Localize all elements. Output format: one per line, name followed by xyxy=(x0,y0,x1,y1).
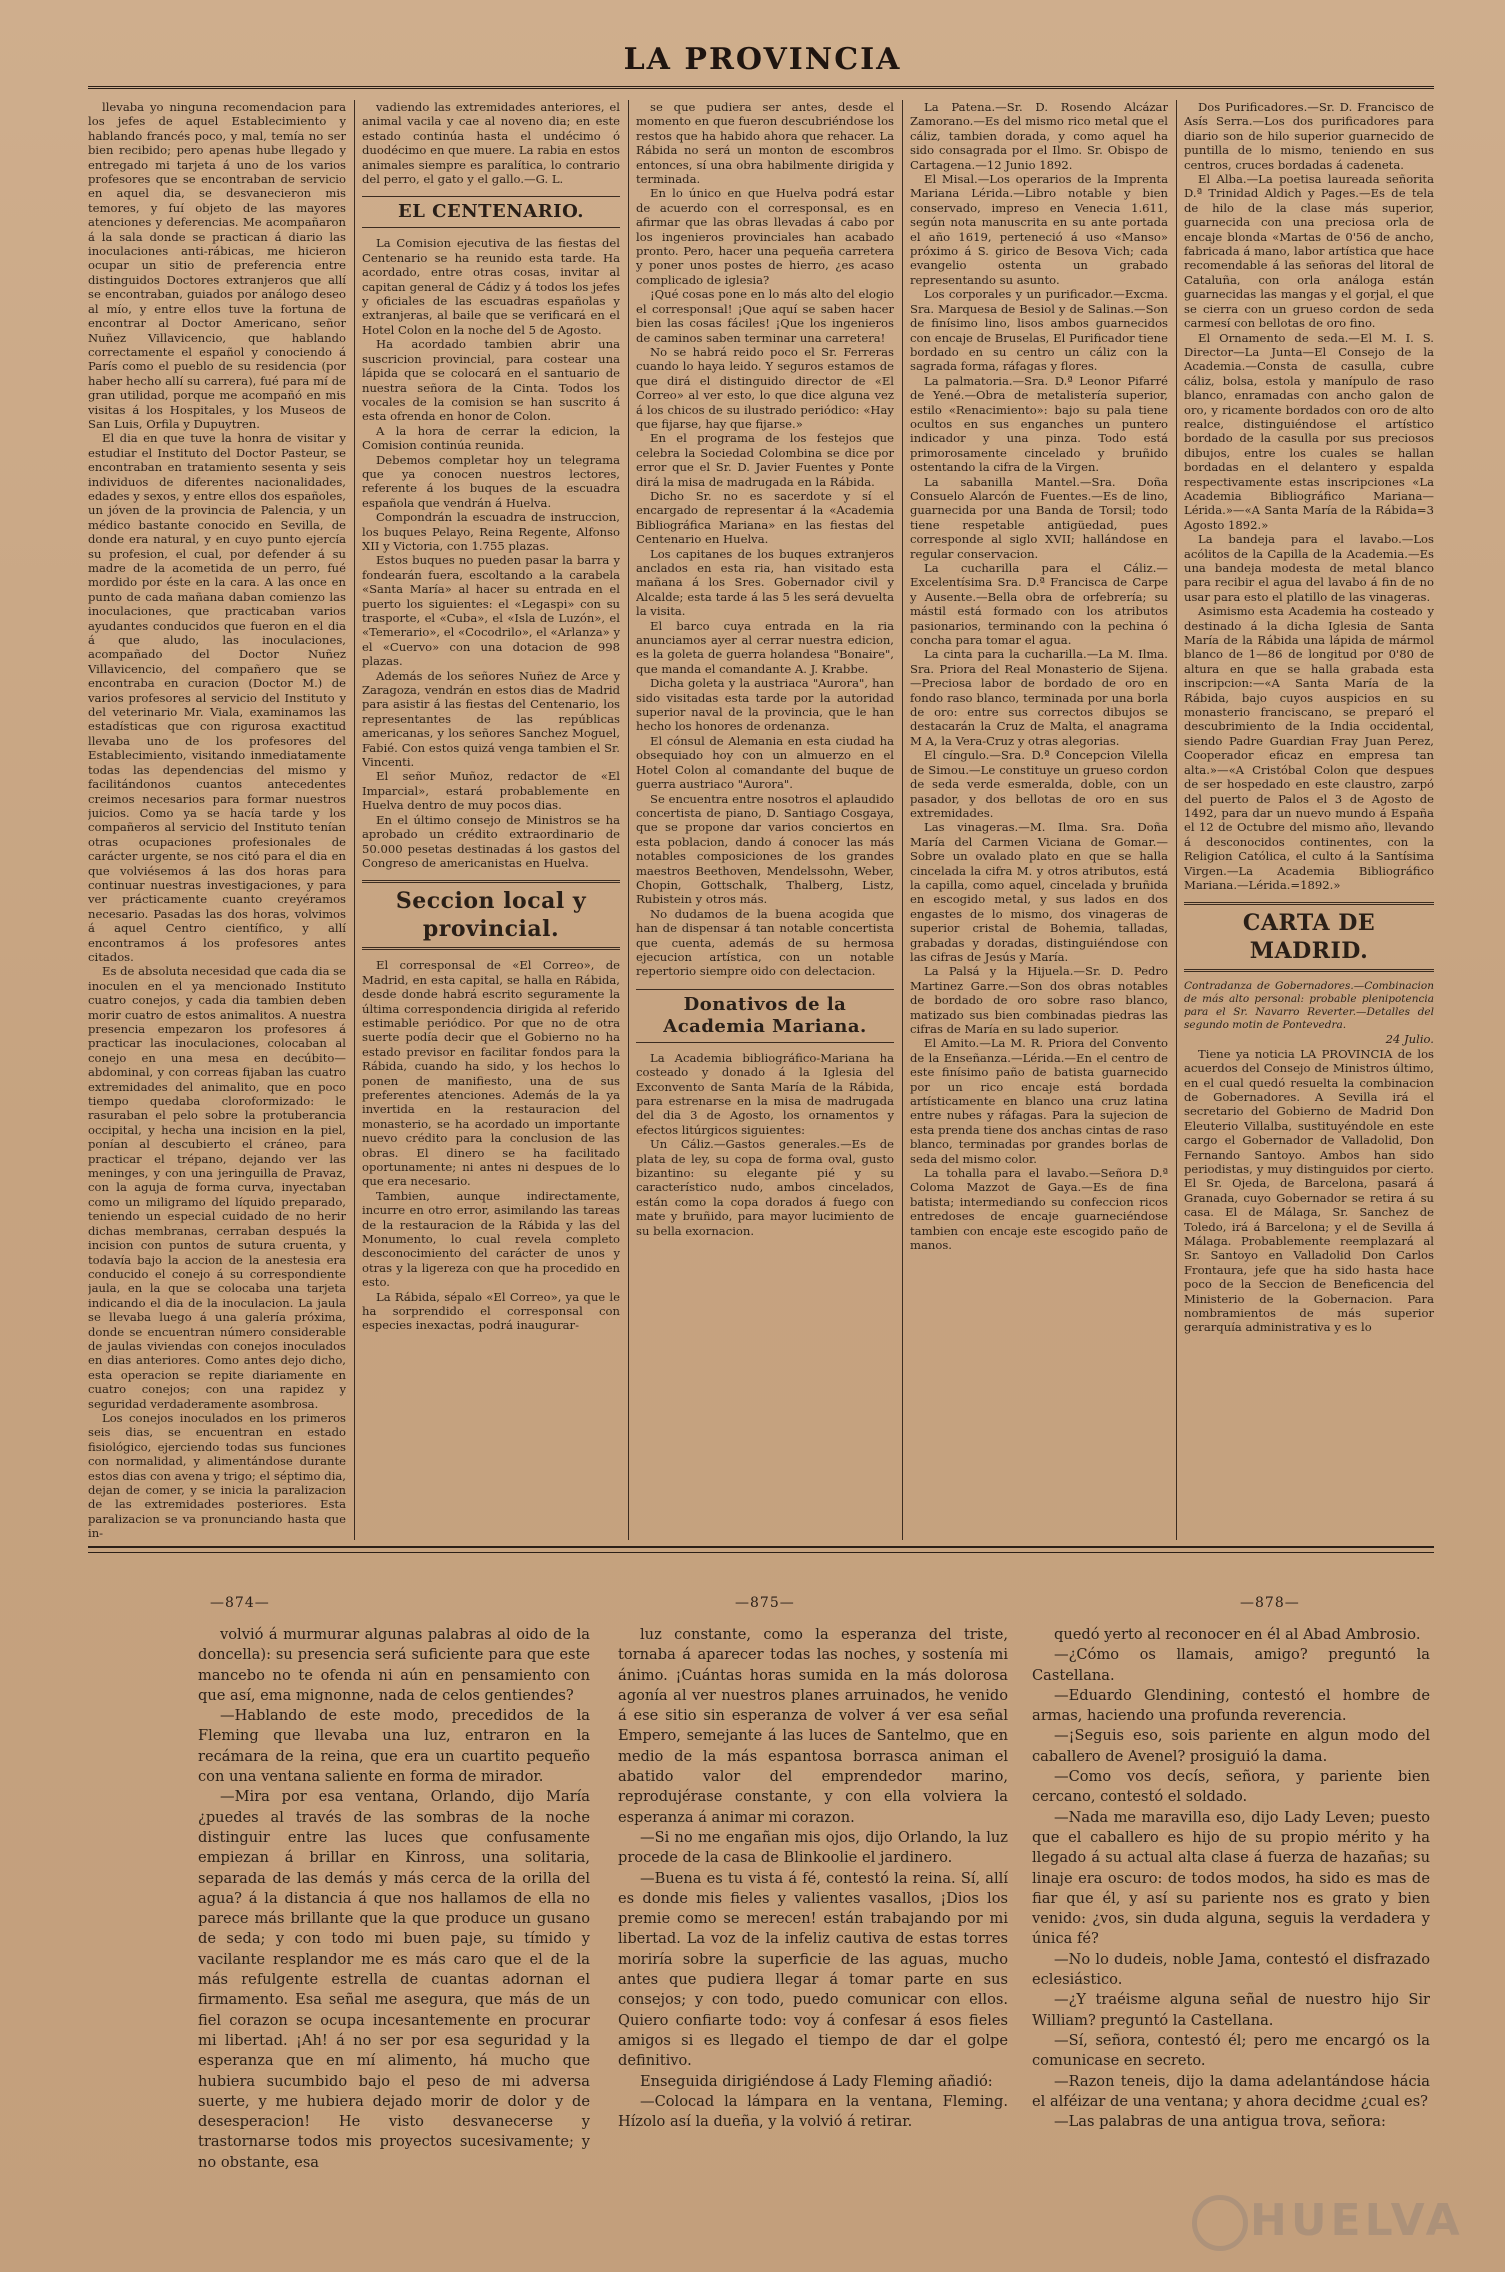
paragraph: El dia en que tuve la honra de visitar y estudiar el Instituto del Doctor Pasteur, se encontraban en tratamiento sesenta y seis individuos de diferentes nacionalidades, edades y sexos, y entre ellos dos españoles, un jóven de la provincia de Palencia, y un médico bastante conocido en Sevilla, de donde era natural, y en cuyo punto ejercía su profesion, el cual, por defender á su madre de la acometida de un perro, fué mordido por éste en la cara. A las once en punto de cada mañana daban comienzo las inoculaciones, que practicaban varios ayudantes conducidos que fueron en el dia á que aludo, las inoculaciones, acompañado del Doctor Nuñez Villavicencio, del compañero que se encontraba en curacion (Doctor M.) de varios profesores al servicio del Instituto y del veterinario Mr. Viala, examinamos las estadísticas que con rigurosa exactitud llevaba uno de los profesores del Establecimiento, visitando inmediatamente todas las dependencias del mismo y facilitándonos cuantos antecedentes creimos necesarios para formar nuestros juicios. Como ya se hacía tarde y los compañeros al servicio del Instituto tenían otras ocupaciones profesionales de carácter urgente, se nos citó para el dia en que volviésemos á las dos horas para continuar nuestras investigaciones, y para ver prácticamente cuanto creyéramos necesario. Pasadas las dos horas, volvimos á aquel Centro científico, y allí encontramos á los profesores antes citados. xyxy=(88,431,346,964)
column-4 xyxy=(910,100,1168,1545)
paragraph: Tambien, aunque indirectamente, incurre en otro error, asimilando las tareas de la restauracion de la Rábida y las del Monumento, lo cual revela completo desconocimiento del carácter de unos y otras y la ligereza con que ha procedido en esto. xyxy=(362,1188,620,1290)
masthead-rule xyxy=(88,86,1434,89)
paragraph: El Alba.—La poetisa laureada señorita D.ª Trinidad Aldich y Pages.—Es de tela de hilo de la clase más superior, guarnecida con una preciosa orla de encaje blonda «Martas de 0'56 de ancho, fabricada á mano, labor artística que hace recomendable á las señoras del litoral de Cataluña, con orla análoga están guarnecidas las mangas y el gorjal, el que se cierra con un grueso cordon de seda carmesí con bellotas de oro fino. xyxy=(1184,172,1434,331)
paragraph: Un Cáliz.—Gastos generales.—Es de plata de ley, su copa de forma oval, gusto bizantino: su elegante pié y su característico nudo, ambos cincelados, están como la copa dorados á fuego con mate y bruñido, para mayor lucimiento de su bella exornacion. xyxy=(636,1137,894,1238)
paragraph: Enseguida dirigiéndose á Lady Fleming añadió: xyxy=(640,2072,993,2090)
paragraph: En el programa de los festejos que celebra la Sociedad Colombina se dice por error que el Sr. D. Javier Fuentes y Ponte dirá la misa de madrugada en la Rábida. xyxy=(636,431,894,489)
paragraph: —Hablando de este modo, precedidos de la Fleming que llevaba una luz, entraron en la recámara de la reina, que era un cuartito pequeño con una ventana saliente en forma de mirador. xyxy=(198,1707,590,1786)
section-title-carta: CARTA DE MADRID. xyxy=(1184,902,1434,972)
paragraph: El corresponsal de «El Correo», de Madrid, en esta capital, se halla en Rábida, desde donde habrá escrito seguramente la última correspondencia dirigida al referido estimable periódico. Por que no de otra suerte podía decir que el Gobierno no ha estado previsor en facilitar fondos para la Rábida, cuando ha sido, y los hechos lo ponen de manifiesto, una de sus preferentes atenciones. Además de la ya invertida en la restauracion del monasterio, se ha acordado un importante nuevo crédito para la conclusion de las obras. El dinero se ha facilitado oportunamente; ni antes ni despues de lo que era necesario. xyxy=(362,958,620,1189)
page-number-874: —874— xyxy=(210,1595,270,1611)
paragraph: Dos Purificadores.—Sr. D. Francisco de Asís Serra.—Los dos purificadores para diario son de hilo superior guarnecido de puntilla de lo mismo, teniendo en sus centros, cruces bordadas á cadeneta. xyxy=(1184,100,1434,172)
paragraph: La Academia bibliográfico-Mariana ha costeado y donado á la Iglesia del Exconvento de Santa María de la Rábida, para estrenarse en la misa de madrugada del dia 3 de Agosto, los ornamentos y efectos litúrgicos siguientes: xyxy=(636,1050,894,1137)
paragraph: —Buena es tu vista á fé, contestó la reina. Sí, allí es donde mis fieles y valientes vasallos, ¡Dios los premie como se merecen! están trabajando por mi libertad. La voz de la infeliz cautiva de estas torres moriría sobre la superficie de las aguas, mucho antes que pudiera llegar á tomar parte en sus consejos; y con todo, puedo comunicar con ellos. Quiero confiarte todo: voy á confesar á esos fieles amigos si es llegado el tiempo de dar el golpe definitivo. xyxy=(618,1869,1008,2070)
column-2 xyxy=(362,100,620,1545)
paragraph: La cucharilla para el Cáliz.—Excelentísima Sra. D.ª Francisca de Carpe y Ausente.—Bella obra de orfebrería; su mástil está formado con los atributos pasionarios, terminando con la pechina ó concha para tomar el agua. xyxy=(910,561,1168,648)
column-5-body-b xyxy=(1184,1047,1434,1335)
paragraph: El barco cuya entrada en la ria anunciamos ayer al cerrar nuestra edicion, es la goleta de guerra holandesa "Bonaire", que manda el comandante A. J. Krabbe. xyxy=(636,618,894,676)
paragraph: —Eduardo Glendining, contestó el hombre de armas, haciendo una profunda reverencia. xyxy=(1032,1686,1430,1725)
paragraph: Ha acordado tambien abrir una suscricion provincial, para costear una lápida que se colocará en el santuario de nuestra señora de la Cinta. Todos los vocales de la comision se han suscrito á esta ofrenda en honor de Colon. xyxy=(362,337,620,424)
paragraph: El cónsul de Alemania en esta ciudad ha obsequiado hoy con un almuerzo en el Hotel Colon al comandante del buque de guerra austriaco "Aurora". xyxy=(636,733,894,792)
paragraph: Dicha goleta y la austriaca "Aurora", han sido visitadas esta tarde por la autoridad superior naval de la provincia, que le han hecho los honores de ordenanza. xyxy=(636,676,894,734)
column-2-body-b xyxy=(362,236,620,870)
page-number-875: —875— xyxy=(735,1595,795,1611)
column-separator xyxy=(354,100,355,1540)
column-3-body-b xyxy=(636,1051,894,1238)
paragraph: En el último consejo de Ministros se ha aprobado un crédito extraordinario de 50.000 pesetas destinadas á los gastos del Congreso de americanistas en Huelva. xyxy=(362,812,620,870)
serial-column-1 xyxy=(198,1625,590,2250)
column-separator xyxy=(902,100,903,1540)
paragraph: Dicho Sr. no es sacerdote y sí el encargado de representar á la «Academia Bibliográfica Mariana» en las fiestas del Centenario en Huelva. xyxy=(636,488,894,547)
paragraph: Los conejos inoculados en los primeros seis dias, se encuentran en estado fisiológico, ejerciendo todas sus funciones con normalidad, y alimentándose durante estos dias con avena y trigo; el séptimo dia, dejan de comer, y se inicia la paralizacion de las extremidades posteriores. Esta paralizacion se va pronunciando hasta que in- xyxy=(88,1410,346,1541)
paragraph: Compondrán la escuadra de instruccion, los buques Pelayo, Reina Regente, Alfonso XII y Victoria, con 1.755 plazas. xyxy=(362,510,620,553)
paragraph: En lo único en que Huelva podrá estar de acuerdo con el corresponsal, es en afirmar que las obras llevadas á cabo por los ingenieros provinciales han acabado pronto. Pero, hacer una pequeña carretera y poner unos postes de hierro, ¿es acaso complicado de iglesia? xyxy=(636,186,894,287)
column-2-body-a xyxy=(362,100,620,186)
paragraph: Estos buques no pueden pasar la barra y fondearán fuera, escoltando a la carabela «Santa María» al hacer su entrada en el puerto los siguientes: el «Legaspi» con su trasporte, el «Cuba», el «Isla de Luzón», el «Temerario», el «Cocodrilo», el «Arlanza» y el «Cuervo» con una dotacion de 998 plazas. xyxy=(362,553,620,669)
paragraph: Debemos completar hoy un telegrama que ya conocen nuestros lectores, referente á los buques de la escuadra española que vendrán á Huelva. xyxy=(362,452,620,510)
paragraph: —Mira por esa ventana, Orlando, dijo María ¿puedes al través de las sombras de la noche distinguir entre las luces que confusamente empiezan á brillar en Kinross, una solitaria, separada de las demás y más cerca de la orilla del agua? á la distancia á que nos hallamos de ella no parece más brillante que la que produce un gusano de seda; y con todo mi buen paje, su tímido y vacilante resplandor me es más caro que el de la más refulgente estrella de cuantas adornan el firmamento. Esa señal me asegura, que más de un fiel corazon se ocupa incesantemente en procurar mi libertad. ¡Ah! á no ser por esa seguridad y la esperanza que en mí alimento, há mucho que hubiera sucumbido bajo el peso de mi adversa suerte, y me hubiera dejado morir de dolor y de desesperacion! He visto desvanecerse y trastornarse todos mis proyectos sucesivamente; y no obstante, esa xyxy=(198,1788,590,2171)
paragraph: El Misal.—Los operarios de la Imprenta Mariana Lérida.—Libro notable y bien conservado, impreso en Venecia 1.611, según nota manuscrita en su ante portada el año 1619, perteneció á uso «Manso» próximo á S. girico de Besova Vich; cada evangelio ostenta un grabado representando su asunto. xyxy=(910,172,1168,287)
paragraph: volvió á murmurar algunas palabras al oido de la doncella): su presencia será suficiente para que este mancebo no te ofenda ni aún en pensamiento con que así, ema mignonne, nada de celos gentiendes? xyxy=(198,1626,590,1704)
section-title-centenario: EL CENTENARIO. xyxy=(362,196,620,228)
paragraph: La bandeja para el lavabo.—Los acólitos de la Capilla de la Academia.—Es una bandeja modesta de metal blanco para recibir el agua del lavabo á fin de no usar para esto el platillo de las vinageras. xyxy=(1184,532,1434,604)
paragraph: La Comision ejecutiva de las fiestas del Centenario se ha reunido esta tarde. Ha acordado, entre otras cosas, invitar al capitan general de Cádiz y á todos los jefes y oficiales de las escuadras españolas y extranjeras, al baile que se verificará en el Hotel Colon en la noche del 5 de Agosto. xyxy=(362,236,620,337)
paragraph: El cíngulo.—Sra. D.ª Concepcion Vilella de Simou.—Le constituye un grueso cordon de seda verde esmeralda, doble, con un pasador, y dos bellotas de oro en sus extremidades. xyxy=(910,748,1168,820)
masthead-title: LA PROVINCIA xyxy=(623,42,902,77)
carta-subtitle: Contradanza de Gobernadores.—Combinacion de más alto personal: probable plenipotencia para el Sr. Navarro Reverter.—Detalles del segundo motin de Pontevedra. xyxy=(1184,980,1434,1032)
folletin-rule xyxy=(88,1546,1434,1548)
paragraph: —Si no me engañan mis ojos, dijo Orlando, la luz procede de la casa de Blinkoolie el jardinero. xyxy=(618,1828,1008,1867)
column-separator xyxy=(628,100,629,1540)
paragraph: Asimismo esta Academia ha costeado y destinado á la dicha Iglesia de Santa María de la Rábida una lápida de mármol blanco de 1—86 de longitud por 0'80 de altura en que se halla grabada esta inscripcion:—«A Santa María de la Rábida, bajo cuyos auspicios en su monasterio franciscano, se preparó el descubrimiento de la India occidental, siendo Padre Guardian Fray Juan Perez, Cooperador eficaz en empresa tan alta.»—«A Cristóbal Colon que despues de ser hospedado en este claustro, zarpó del puerto de Palos el 3 de Agosto de 1492, para dar un nuevo mundo á España el 12 de Octubre del mismo año, llevando á desconocidos continentes, con la Religion Católica, el culto á la Santísima Virgen.—La Academia Bibliográfico Mariana.—Lérida.=1892.» xyxy=(1184,604,1434,892)
paragraph: se que pudiera ser antes, desde el momento en que fueron descubriéndose los restos que ha habido ahora que rehacer. La Rábida no será un monton de escombros entonces, sí una obra habilmente dirigida y terminada. xyxy=(636,100,894,187)
archive-watermark: HUELVA xyxy=(1250,2195,1464,2246)
paragraph: No dudamos de la buena acogida que han de dispensar á tan notable concertista que cuenta, además de su hermosa ejecucion artística, con un notable repertorio siempre oido con delectacion. xyxy=(636,906,894,979)
column-3 xyxy=(636,100,894,1545)
paragraph: El Ornamento de seda.—El M. I. S. Director—La Junta—El Consejo de la Academia.—Consta de casulla, cubre cáliz, bolsa, estola y manípulo de raso blanco, enramadas con ancho galon de oro, y ricamente bordados con oro de alto realce, distinguiéndose el artístico bordado de la casulla por sus preciosos dibujos, entre los cuales se hallan bordadas en el delantero y espalda respectivamente estas inscripciones «La Academia Bibliográfico Mariana—Lérida.»—«A Santa María de la Rábida=3 Agosto 1892.» xyxy=(1184,330,1434,532)
paragraph: —Nada me maravilla eso, dijo Lady Leven; puesto que el caballero es hijo de su propio mérito y ha llegado á su actual alta clase á fuerza de hazañas; su linaje era oscuro: de todos modos, ha sido es mas de fiar que él, y así su pariente nos es grato y bien venido: ¿vos, sin duda alguna, seguis la verdadera y única fé? xyxy=(1032,1808,1430,1948)
serial-column-2 xyxy=(618,1625,1008,2250)
column-separator xyxy=(1176,100,1177,1540)
paragraph: La Rábida, sépalo «El Correo», ya que le ha sorprendido el corresponsal con especies inexactas, podrá inaugurar- xyxy=(362,1289,620,1333)
section-title-donativos: Donativos de la Academia Mariana. xyxy=(636,989,894,1043)
paragraph: Las vinageras.—M. Ilma. Sra. Doña María del Carmen Viciana de Gomar.—Sobre un ovalado plato en que se halla cincelada la cifra M. y otros atributos, está la capilla, como aquel, cincelada y bruñida en escogido metal, y sus lados en dos engastes de lo mismo, dos vinageras de superior cristal de Bohemia, talladas, grabadas y doradas, distinguiéndose con las cifras de Jesús y María. xyxy=(910,820,1168,964)
paragraph: Tiene ya noticia LA PROVINCIA de los acuerdos del Consejo de Ministros último, en el cual quedó resuelta la combinacion de Gobernadores. A Sevilla irá el secretario del Gobierno de Madrid Don Eleuterio Villalba, sustituyéndole en este cargo el Gobernador de Valladolid, Don Fernando Santoyo. Ambos han sido periodistas, y muy distinguidos por cierto. El Sr. Ojeda, de Barcelona, pasará á Granada, cuyo Gobernador se retira á su casa. El de Málaga, Sr. Sanchez de Toledo, irá á Barcelona; y el de Sevilla á Málaga. Probablemente reemplazará al Sr. Santoyo en Valladolid Don Carlos Frontaura, jefe que ha sido hasta hace poco de la Seccion de Beneficencia del Ministerio de la Gobernacion. Para nombramientos de más superior gerarquía administrativa y es lo xyxy=(1184,1046,1434,1335)
column-1-body xyxy=(88,100,346,1541)
paragraph: La Palsá y la Hijuela.—Sr. D. Pedro Martinez Garre.—Son dos obras notables de bordado de oro sobre raso blanco, matizado sus bien combinadas piedras las cifras de María en su lado superior. xyxy=(910,964,1168,1036)
serial-column-1-body xyxy=(198,1625,590,2173)
paragraph: vadiendo las extremidades anteriores, el animal vacila y cae al noveno dia; en este estado continúa hasta el undécimo ó duodécimo en que muere. La rabia en estos animales siempre es paralítica, lo contrario del perro, el gato y el gallo.—G. L. xyxy=(362,100,620,187)
paragraph: No se habrá reido poco el Sr. Ferreras cuando lo haya leido. Y seguros estamos de que dirá el distinguido director de «El Correo» al ver esto, lo que dice alguna vez á los chicos de su ilustrado periódico: «Hay que fijarse, hay que fijarse.» xyxy=(636,344,894,431)
column-1 xyxy=(88,100,346,1545)
archive-stamp-icon xyxy=(1192,2195,1248,2251)
page-number-878: —878— xyxy=(1240,1595,1300,1611)
paragraph: Los capitanes de los buques extranjeros anclados en esta ria, han visitado esta mañana á los Sres. Gobernador civil y Alcalde; esta tarde á las 5 les será devuelta la visita. xyxy=(636,546,894,619)
paragraph: —¿Y traéisme alguna señal de nuestro hijo Sir William? preguntó la Castellana. xyxy=(1032,1991,1430,2029)
section-title-local: Seccion local y provincial. xyxy=(362,880,620,950)
paragraph: El Amito.—La M. R. Priora del Convento de la Enseñanza.—Lérida.—En el centro de este finísimo paño de batista guarnecido por un rico encaje está bordada artísticamente en blanco una cruz latina entre nubes y ráfagas. Para la sujecion de esta prenda tiene dos anchas cintas de raso blanco, terminadas por grandes borlas de seda del mismo color. xyxy=(910,1036,1168,1166)
paragraph: La tohalla para el lavabo.—Señora D.ª Coloma Mazzot de Gaya.—Es de fina batista; intermediando su confeccion ricos entredoses de encaje guarneciéndose tambien con encaje este escogido paño de manos. xyxy=(910,1166,1168,1253)
column-3-body-a xyxy=(636,100,894,979)
paragraph: —Razon teneis, dijo la dama adelantándose hácia el alféizar de una ventana; y ahora decidme ¿cual es? xyxy=(1032,2072,1430,2110)
paragraph: Los corporales y un purificador.—Excma. Sra. Marquesa de Besiol y de Salinas.—Son de finísimo lino, lisos ambos guarnecidos con encaje de Bruselas, El Purificador tiene bordado en su centro un cáliz con la sagrada forma, ráfagas y flores. xyxy=(910,287,1168,374)
serial-column-2-body xyxy=(618,1625,1008,2132)
serial-column-3 xyxy=(1032,1625,1430,2250)
column-5-body-a xyxy=(1184,100,1434,892)
carta-date: 24 Julio. xyxy=(1385,1032,1434,1047)
paragraph: —Las palabras de una antigua trova, señora: xyxy=(1054,2113,1386,2131)
paragraph: —¡Seguis eso, sois pariente en algun modo del caballero de Avenel? prosiguió la dama. xyxy=(1032,1727,1430,1765)
paragraph: La Patena.—Sr. D. Rosendo Alcázar Zamorano.—Es del mismo rico metal que el cáliz, tambien dorada, y como aquel ha sido consagrada por el Ilmo. Sr. Obispo de Cartagena.—12 Junio 1892. xyxy=(910,100,1168,172)
column-2-body-c xyxy=(362,958,620,1333)
masthead xyxy=(95,42,1430,77)
column-4-body xyxy=(910,100,1168,1253)
paragraph: —Sí, señora, contestó él; pero me encargó os la comunicase en secreto. xyxy=(1032,2031,1430,2070)
serial-column-3-body xyxy=(1032,1625,1430,2132)
paragraph: Es de absoluta necesidad que cada dia se inoculen en el ya mencionado Instituto cuatro conejos, y cada dia tambien deben morir cuatro de estos animalitos. A nuestra presencia empezaron los profesores á practicar las inoculaciones, colocaban al conejo en una mesa en decúbito—abdominal, y con correas fijaban las cuatro extremidades del animalito, que en poco tiempo quedaba cloroformizado: le rasuraban el pelo sobre la protuberancia occipital, y hecha una incision en la piel, ponían al descubierto el cráneo, para practicar el trépano, dejando ver las meninges, y con una jeringuilla de Pravaz, con la aguja de forma curva, inyectaban como un miligramo del líquido preparado, teniendo un especial cuidado de no herir dichas membranas, cerraban después la incision con puntos de sutura cruenta, y todavía bajo la accion de la anestesia era conducido el conejo á su correspondiente jaula, en la que se colocaba una tarjeta indicando el dia de la inoculacion. La jaula se llevaba luego á una galería próxima, donde se encuentran número considerable de jaulas viviendas con conejos inoculados en dias anteriores. Como antes dejo dicho, esta operacion se repite diariamente en cuatro conejos; con una rapidez y seguridad verdaderamente asombrosa. xyxy=(88,964,346,1411)
paragraph: —Como vos decís, señora, y pariente bien cercano, contestó el soldado. xyxy=(1032,1768,1430,1806)
paragraph: —Colocad la lámpara en la ventana, Fleming. Hízolo así la dueña, y la volvió á retirar. xyxy=(618,2092,1008,2131)
paragraph: El señor Muñoz, redactor de «El Imparcial», estará probablemente en Huelva dentro de muy pocos dias. xyxy=(362,769,620,813)
column-5 xyxy=(1184,100,1434,1545)
paragraph: La cinta para la cucharilla.—La M. Ilma. Sra. Priora del Real Monasterio de Sijena.—Preciosa labor de bordado de oro en fondo raso blanco, terminada por una borla de oro: entre sus correctos dibujos se destacarán la Cruz de Malta, el anagrama M A, la Vera-Cruz y otras alegorias. xyxy=(910,647,1168,748)
paragraph: llevaba yo ninguna recomendacion para los jefes de aquel Establecimiento y hablando francés poco, y mal, temía no ser bien recibido; pero apenas hube llegado y entregado mi tarjeta á uno de los varios profesores que se encontraban de servicio en aquel dia, se desvanecieron mis temores, y fuí objeto de las mayores atenciones y deferencias. Me acompañaron á la sala donde se practican á diario las inoculaciones anti-rábicas, me hicieron ocupar un sitio de preferencia entre distinguidos Doctores extranjeros que allí se encontraban, guiados por análogo deseo al mío, y entre ellos tuve la fortuna de encontrar al Doctor Americano, señor Nuñez Villavicencio, que hablando correctamente el español y conociendo á París como el pueblo de su residencia (por haber hecho allí su carrera), fué para mí de gran utilidad, porque me acompañó en mis visitas á los Hospitales, y los Museos de San Luis, Orfila y Dupuytren. xyxy=(88,100,346,431)
folletin-rule-thin xyxy=(88,1552,1434,1553)
paragraph: quedó yerto al reconocer en él al Abad Ambrosio. xyxy=(1054,1626,1421,1643)
paragraph: La palmatoria.—Sra. D.ª Leonor Pifarré de Yené.—Obra de metalistería superior, estilo «Renacimiento»: bajo su pala tiene ocultos en sus enganches un puntero indicador y una pinza. Todo está primorosamente cincelado y bruñido ostentando la cifra de la Virgen. xyxy=(910,373,1168,475)
paragraph: —¿Cómo os llamais, amigo? preguntó la Castellana. xyxy=(1032,1646,1430,1684)
paragraph: A la hora de cerrar la edicion, la Comision continúa reunida. xyxy=(362,423,620,453)
upper-columns xyxy=(88,100,1434,1545)
paragraph: —No lo dudeis, noble Jama, contestó el disfrazado eclesiástico. xyxy=(1032,1950,1430,1989)
paragraph: La sabanilla Mantel.—Sra. Doña Consuelo Alarcón de Fuentes.—Es de lino, guarnecida por una Banda de Torsil; todo tiene respetable antigüedad, pues corresponde al siglo XVII; hallándose en regular conservacion. xyxy=(910,474,1168,561)
paragraph: Además de los señores Nuñez de Arce y Zaragoza, vendrán en estos dias de Madrid para asistir á las fiestas del Centenario, los representantes de las repúblicas americanas, y los señores Sanchez Moguel, Fabié. Con estos quizá venga tambien el Sr. Vincenti. xyxy=(362,668,620,770)
paragraph: ¡Qué cosas pone en lo más alto del elogio el corresponsal! ¡Que aquí se saben hacer bien las cosas fáciles! ¡Que los ingenieros de caminos saben terminar una carretera! xyxy=(636,287,894,345)
paragraph: Se encuentra entre nosotros el aplaudido concertista de piano, D. Santiago Cosgaya, que se propone dar varios conciertos en esta poblacion, dando á conocer las más notables composiciones de los grandes maestros Beethoven, Mendelssohn, Weber, Chopin, Gottschalk, Thalberg, Listz, Rubistein y otros más. xyxy=(636,791,894,907)
paragraph: luz constante, como la esperanza del triste, tornaba á aparecer todas las noches, y sostenía mi ánimo. ¡Cuántas horas sumida en la más dolorosa agonía al ver nuestros planes arruinados, he venido á ese sitio sin esperanza de volver á ver esa señal Empero, semejante á las luces de Santelmo, que en medio de la más espantosa borrasca animan el abatido valor del emprendedor marino, reprodujérase constante, y con ella volviera la esperanza á animar mi corazon. xyxy=(618,1626,1008,1826)
